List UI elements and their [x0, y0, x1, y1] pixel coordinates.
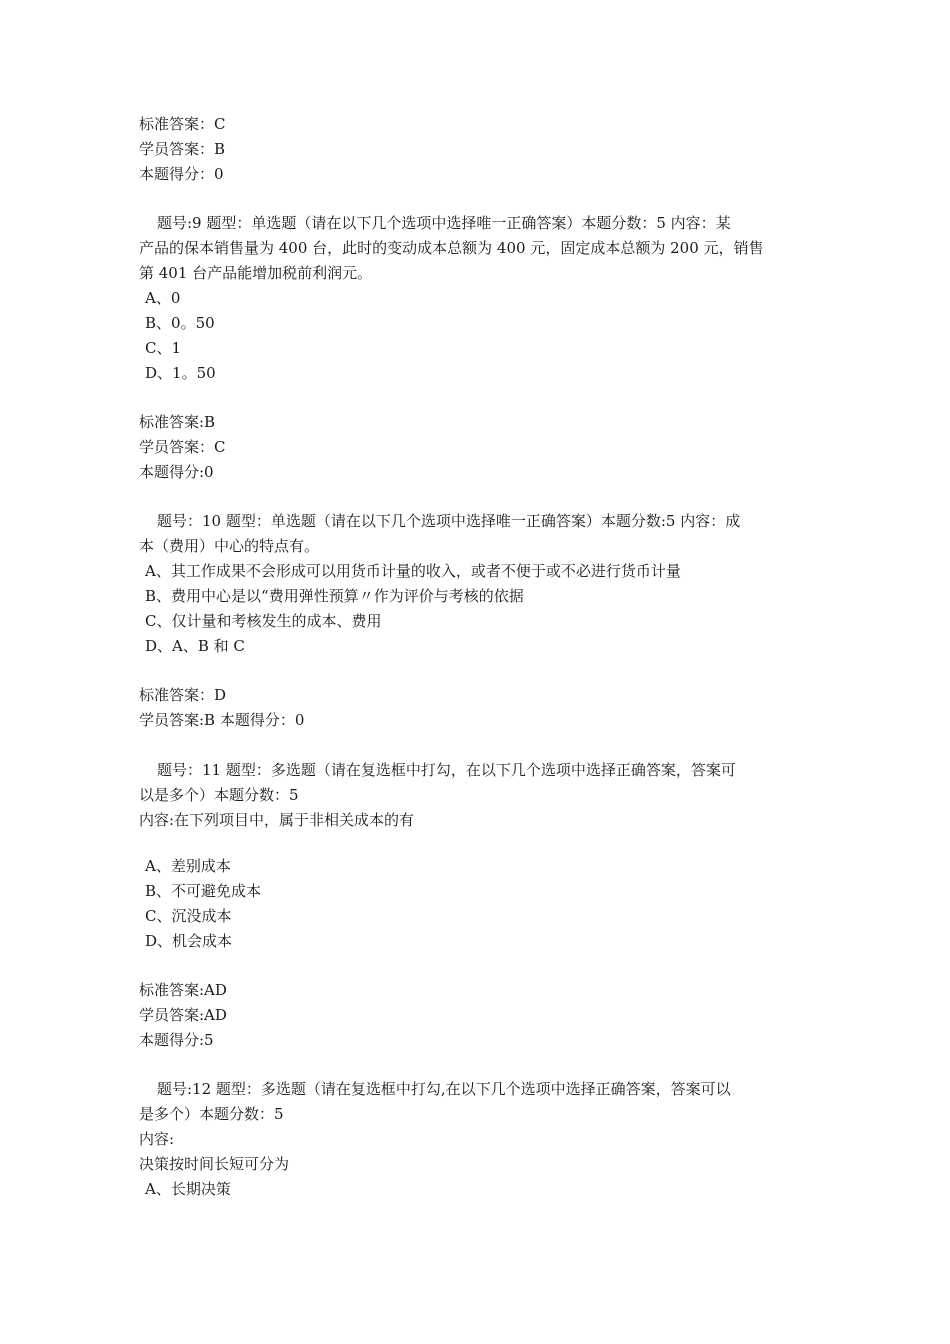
prev-score: 本题得分：0 — [139, 165, 224, 183]
q10-header-line2: 本（费用）中心的特点有。 — [139, 537, 320, 555]
q12-header-line2: 是多个）本题分数：5 — [139, 1105, 284, 1123]
q10-standard-answer: 标准答案：D — [139, 686, 227, 704]
q9-score: 本题得分:0 — [139, 463, 214, 481]
q11-option-a: A、差别成本 — [145, 857, 231, 875]
q10-option-b: B、费用中心是以“费用弹性预算〃作为评价与考核的依据 — [145, 587, 524, 605]
q11-student-answer: 学员答案:AD — [139, 1006, 227, 1024]
prev-student-answer: 学员答案：B — [139, 140, 226, 158]
q11-content: 内容:在下列项目中，属于非相关成本的有 — [139, 811, 415, 829]
q12-content: 决策按时间长短可分为 — [139, 1155, 290, 1173]
q9-standard-answer: 标准答案:B — [139, 413, 216, 431]
q9-header-line1: 题号:9 题型：单选题（请在以下几个选项中选择唯一正确答案）本题分数：5 内容：某 — [157, 214, 731, 232]
q9-header-line2: 产品的保本销售量为 400 台，此时的变动成本总额为 400 元，固定成本总额为 200 元，销售 — [139, 239, 764, 257]
q10-option-a: A、其工作成果不会形成可以用货币计量的收入，或者不便于或不必进行货币计量 — [145, 562, 681, 580]
q11-option-c: C、沉没成本 — [145, 907, 232, 925]
q11-option-b: B、不可避免成本 — [145, 882, 262, 900]
q12-option-a: A、长期决策 — [145, 1180, 231, 1198]
q9-option-a: A、0 — [145, 289, 181, 307]
q10-option-d: D、A、B 和 C — [145, 637, 245, 655]
q9-student-answer: 学员答案：C — [139, 438, 226, 456]
q11-header-line1: 题号：11 题型：多选题（请在复选框中打勾，在以下几个选项中选择正确答案，答案可 — [157, 761, 736, 779]
q11-header-line2: 以是多个）本题分数：5 — [139, 786, 299, 804]
prev-standard-answer: 标准答案：C — [139, 115, 226, 133]
q9-option-c: C、1 — [145, 339, 182, 357]
q9-header-line3: 第 401 台产品能增加税前利润元。 — [139, 264, 373, 282]
q10-header-line1: 题号：10 题型：单选题（请在以下几个选项中选择唯一正确答案）本题分数:5 内容：成 — [157, 512, 741, 530]
q10-option-c: C、仅计量和考核发生的成本、费用 — [145, 612, 382, 630]
q11-option-d: D、机会成本 — [145, 932, 233, 950]
q11-score: 本题得分:5 — [139, 1031, 214, 1049]
q10-student-answer-score: 学员答案:B 本题得分：0 — [139, 711, 305, 729]
q12-header-line1: 题号:12 题型：多选题（请在复选框中打勾,在以下几个选项中选择正确答案，答案可以 — [157, 1080, 731, 1098]
q12-content-label: 内容: — [139, 1130, 175, 1148]
q11-standard-answer: 标准答案:AD — [139, 981, 227, 999]
q9-option-b: B、0。50 — [145, 314, 215, 332]
q9-option-d: D、1。50 — [145, 364, 216, 382]
